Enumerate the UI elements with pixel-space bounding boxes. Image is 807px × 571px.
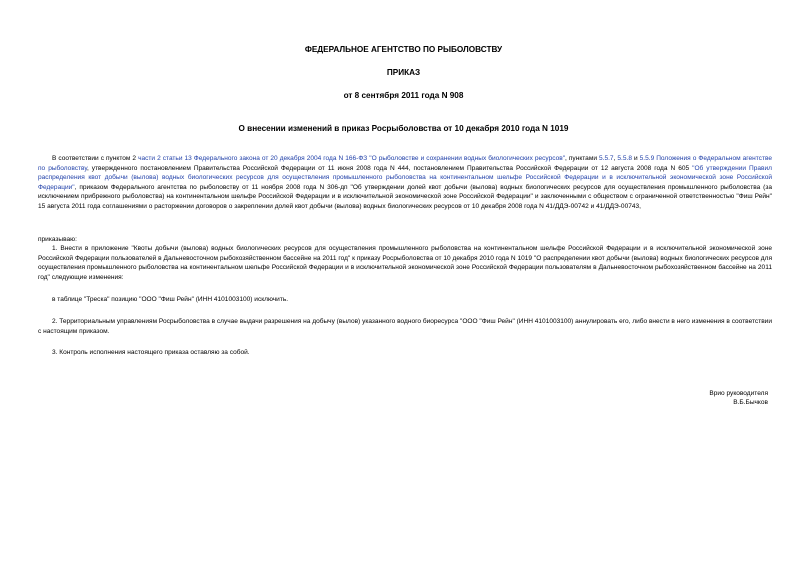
point-5-5-7-link[interactable]: 5.5.7 (599, 155, 614, 162)
order-word: приказываю: (38, 236, 77, 243)
law-166-fz-link[interactable]: части 2 статьи 13 Федерального закона от 20 декабря 2004 года N 166-ФЗ "О рыболовстве и сохранении водных биологических ресурсов" (138, 155, 566, 162)
doc-date-number: от 8 сентября 2011 года N 908 (343, 91, 464, 100)
item-2: 2. Территориальным управлениям Росрыболовства в случае выдачи разрешения на добычу (вылов) указанного водного биоресурса "ООО "Фиш Рейн" (ИНН 4101003100) аннулировать его, либо внести в него изменения в соответствии с настоящим приказом. (38, 318, 772, 335)
preamble-paragraph (38, 154, 772, 212)
preamble-text-3: , (613, 155, 618, 162)
regulation-link[interactable]: 5.5.9 Положения о Федеральном агентстве по рыболовству (38, 155, 773, 172)
doc-subject: О внесении изменений в приказ Росрыболовства от 10 декабря 2010 года N 1019 (238, 124, 569, 133)
point-5-5-8-link[interactable]: 5.5.8 (617, 155, 632, 162)
item-1-detail: в таблице "Треска" позицию "ООО "Фиш Рейн" (ИНН 4101003100) исключить. (52, 296, 289, 303)
quota-rules-link[interactable]: "Об утверждении Правил распределения квот добычи (вылова) водных биологических ресурсов для осуществления промышленного рыболовства на континентальном шельфе Российской Федерации и в исключительной экономической зоне Российской Федерации" (38, 164, 772, 191)
doc-type: ПРИКАЗ (386, 68, 421, 77)
preamble-text-2: , пунктами (565, 155, 599, 162)
preamble-text-6: , приказом Федерального агентства по рыболовству от 11 ноября 2008 года N 306-дп "Об утверждении долей квот добычи (вылова) водных биологических ресурсов для осуществления промышленного рыболовства (за исключением прибрежного рыболовства) на континентальном шельфе Российской Федерации и в исключительной экономической зоне Российской Федерации" и заключенными с обществом с ограниченной ответственностью "Фиш Рейн" 15 августа 2011 года соглашениями о расторжении договоров о закреплении долей квот добычи (вылова) водных биологических ресурсов от 10 декабря 2008 года N 41/ДДЭ-00742 и 41/ДДЭ-00743, (38, 183, 772, 210)
item-1: 1. Внести в приложение "Квоты добычи (вылова) водных биологических ресурсов для осуществления промышленного рыболовства на континентальном шельфе Российской Федерации и в исключительной экономической зоне Российской Федерации пользователей в Дальневосточном рыбохозяйственном бассейне на 2011 год" к приказу Росрыболовства от 10 декабря 2010 года N 1019 "О распределении квот добычи (вылова) водных биологических ресурсов для осуществления промышленного рыболовства на континентальном шельфе Российской Федерации и в исключительной экономической зоне Российской Федерации пользователям в Дальневосточном рыбохозяйственном бассейне на 2011 год" следующие изменения: (38, 245, 772, 281)
preamble-text-5: , утвержденного постановлением Правительства Российской Федерации от 11 июня 2008 года N 444, постановлением Правительства Российской Федерации от 12 августа 2008 года N 605 (86, 164, 693, 172)
item-3: 3. Контроль исполнения настоящего приказа оставляю за собой. (52, 349, 250, 356)
signature-name: В.Б.Бычков (733, 399, 768, 406)
agency-title: ФЕДЕРАЛЬНОЕ АГЕНТСТВО ПО РЫБОЛОВСТВУ (304, 45, 503, 54)
signature-position: Врио руководителя (709, 390, 768, 397)
preamble-text-1: В соответствии с пунктом 2 (52, 155, 139, 162)
preamble-text-4: и (631, 155, 640, 162)
